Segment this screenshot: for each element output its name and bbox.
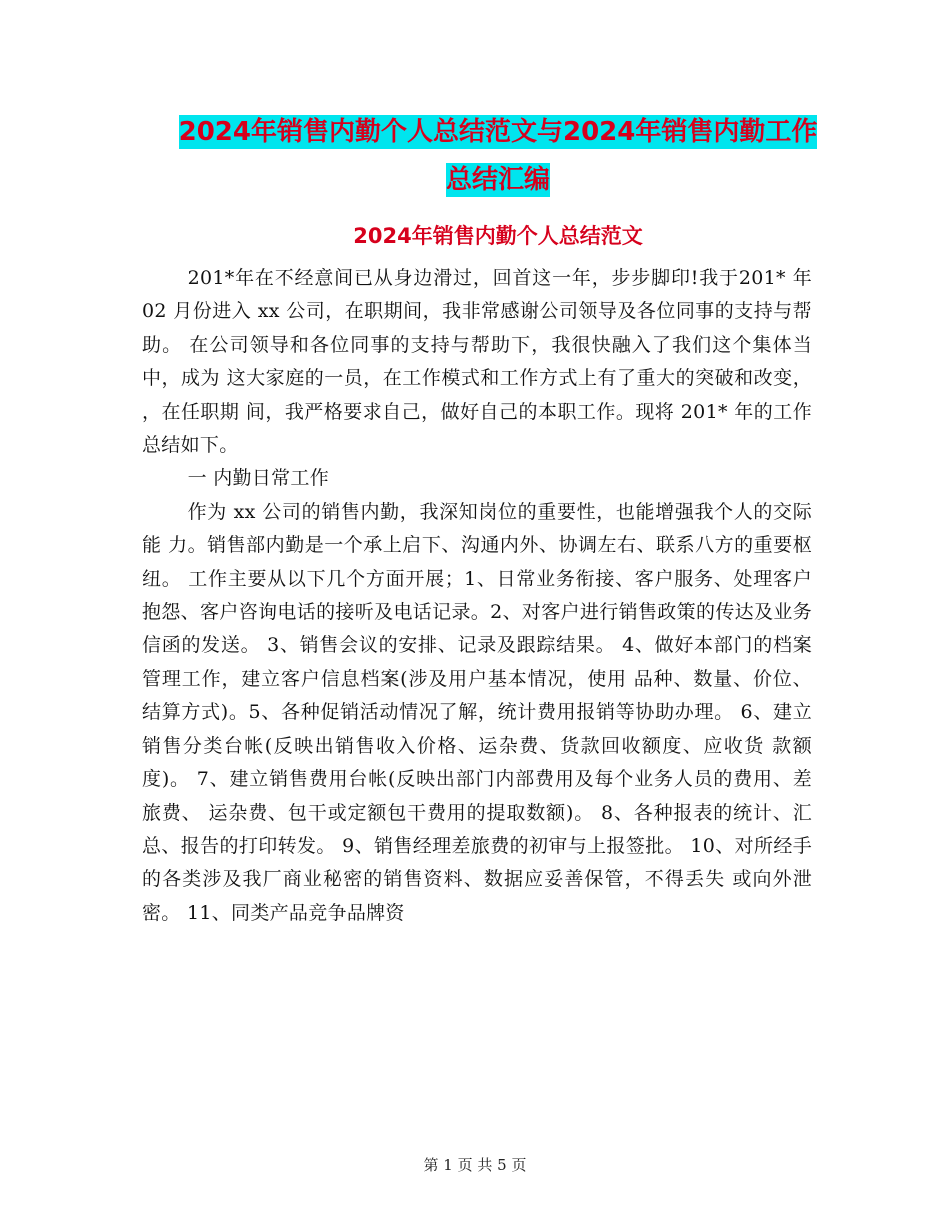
document-title [140,108,856,204]
page-footer: 第 1 页 共 5 页 [423,1156,527,1174]
title-line-1: 2024年销售内勤个人总结范文与2024年销售内勤工作 [178,117,818,147]
section-heading: 2024年销售内勤个人总结范文 [353,224,643,248]
section-heading-daily-work: 一 内勤日常工作 [187,467,330,490]
paragraph-duties: 作为 xx 公司的销售内勤，我深知岗位的重要性，也能增强我个人的交际能 力。销售部内勤是一个承上启下、沟通内外、协调左右、联系八方的重要枢纽。 工作主要从以下几个方面开展；1、日常业务衔接、客户服务、处理客户抱怨、客户咨询电话的接听及电话记录。2、对客户进行销售政策的传达及业务信函的发送。 3、销售会议的安排、记录及跟踪结果。 4、做好本部门的档案管理工作，建立客户信息档案(涉及用户基本情况，使用 品种、数量、价位、结算方式)。5、各种促销活动情况了解，统计费用报销等协助办理。 6、建立销售分类台帐(反映出销售收入价格、运杂费、货款回收额度、应收货 款额度)。 7、建立销售费用台帐(反映出部门内部费用及每个业务人员的费用、差旅费、 运杂费、包干或定额包干费用的提取数额)。 8、各种报表的统计、汇总、报告的打印转发。 9、销售经理差旅费的初审与上报签批。 10、对所经手的各类涉及我厂商业秘密的销售资料、数据应妥善保管，不得丢失 或向外泄密。 11、同类产品竞争品牌资 [142,500,812,924]
title-line-2: 总结汇编 [445,165,550,195]
document-body [142,262,812,930]
paragraph-intro: 201*年在不经意间已从身边滑过，回首这一年，步步脚印!我于201* 年 02 月份进入 xx 公司，在职期间，我非常感谢公司领导及各位同事的支持与帮助。 在公司领导和各位同事的支持与帮助下，我很快融入了我们这个集体当中，成为 这大家庭的一员，在工作模式和工作方式上有了重大的突破和改变， ，在任职期 间，我严格要求自己，做好自己的本职工作。现将 201* 年的工作总结如下。 [142,267,812,457]
